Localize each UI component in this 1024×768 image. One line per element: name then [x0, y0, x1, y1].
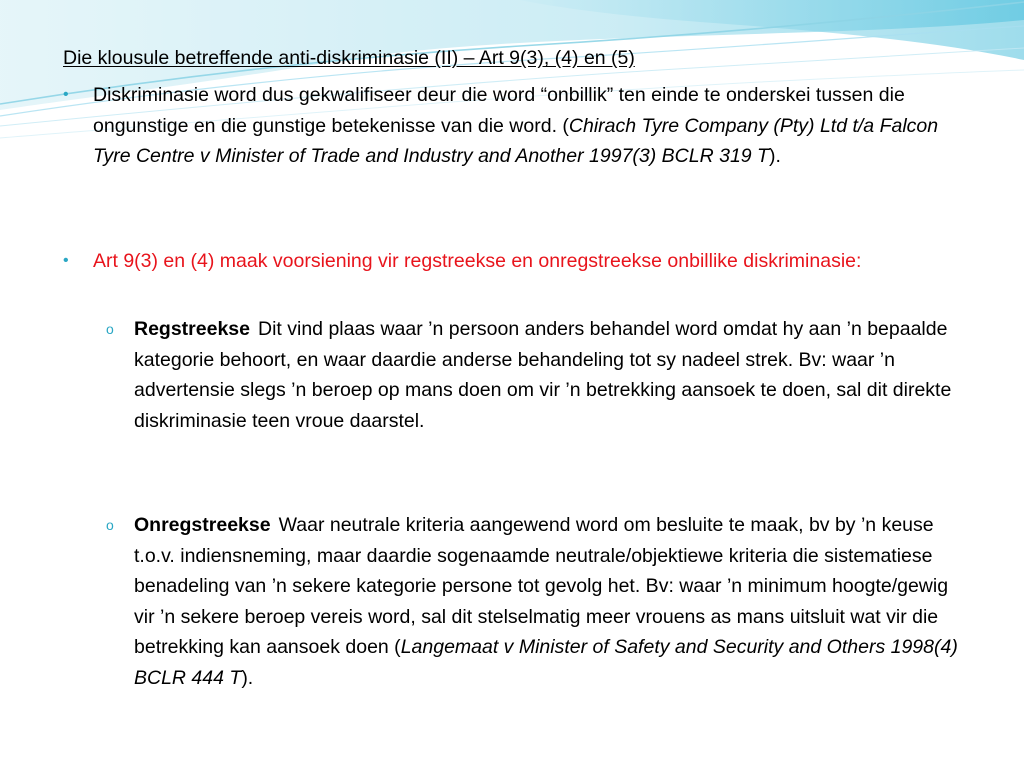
bullet-dot-icon: •	[63, 86, 69, 103]
case-citation: Langemaat v Minister of Safety and Security and Others 1998(4) BCLR 444 T	[134, 636, 958, 689]
sub-bullet-circle-icon: o	[106, 517, 114, 533]
sub-bullet-circle-icon: o	[106, 321, 114, 337]
bullet-text	[93, 80, 963, 172]
sub-bullet-end: ).	[241, 666, 254, 689]
sub-bullet-text	[134, 314, 966, 436]
bullet-discrimination-qualified	[63, 80, 963, 205]
bullet-end: ).	[768, 145, 781, 167]
sub-bullet-direct	[106, 314, 966, 469]
bullet-body: Diskriminasie word dus gekwalifiseer deur die word “onbillik” ten einde te onderskei tussen die ongunstige en die gunstige betekenisse van die word. (	[93, 84, 905, 137]
sub-bullet-indirect	[106, 510, 966, 725]
term-label: Regstreekse	[134, 318, 250, 340]
bullet-dot-icon: •	[63, 252, 69, 269]
bullet-direct-indirect	[63, 246, 963, 308]
bullet-text: Art 9(3) en (4) maak voorsiening vir regstreekse en onregstreekse onbillike diskriminasie:	[93, 250, 862, 272]
slide-heading: Die klousule betreffende anti-diskriminasie (II) – Art 9(3), (4) en (5)	[63, 47, 635, 69]
term-label: Onregstreekse	[134, 514, 271, 536]
sub-bullet-body: Dit vind plaas waar ’n persoon anders behandel word omdat hy aan ’n bepaalde kategorie behoort, en waar daardie anderse behandeling tot sy nadeel strek. Bv: waar ’n advertensie slegs ’n beroep op mans doen om vir ’n betrekking aansoek te doen, sal dit direkte diskriminasie teen vroue daarstel.	[134, 318, 952, 432]
sub-bullet-text	[134, 510, 966, 693]
case-citation: Chirach Tyre Company (Pty) Ltd t/a Falcon Tyre Centre v Minister of Trade and Industry and Another 1997(3) BCLR 319 T	[93, 114, 939, 167]
sub-bullet-body: Waar neutrale kriteria aangewend word om besluite te maak, bv by ’n keuse t.o.v. indiensneming, maar daardie sogenaamde neutrale/objektiewe kriteria die sistematiese benadeling van ’n sekere kategorie persone tot gevolg het. Bv: waar ’n minimum hoogte/gewig vir ’n sekere beroep vereis word, sal dit stelselmatig meer vrouens as mans uitsluit wat vir die betrekking kan aansoek doen (	[134, 514, 949, 658]
